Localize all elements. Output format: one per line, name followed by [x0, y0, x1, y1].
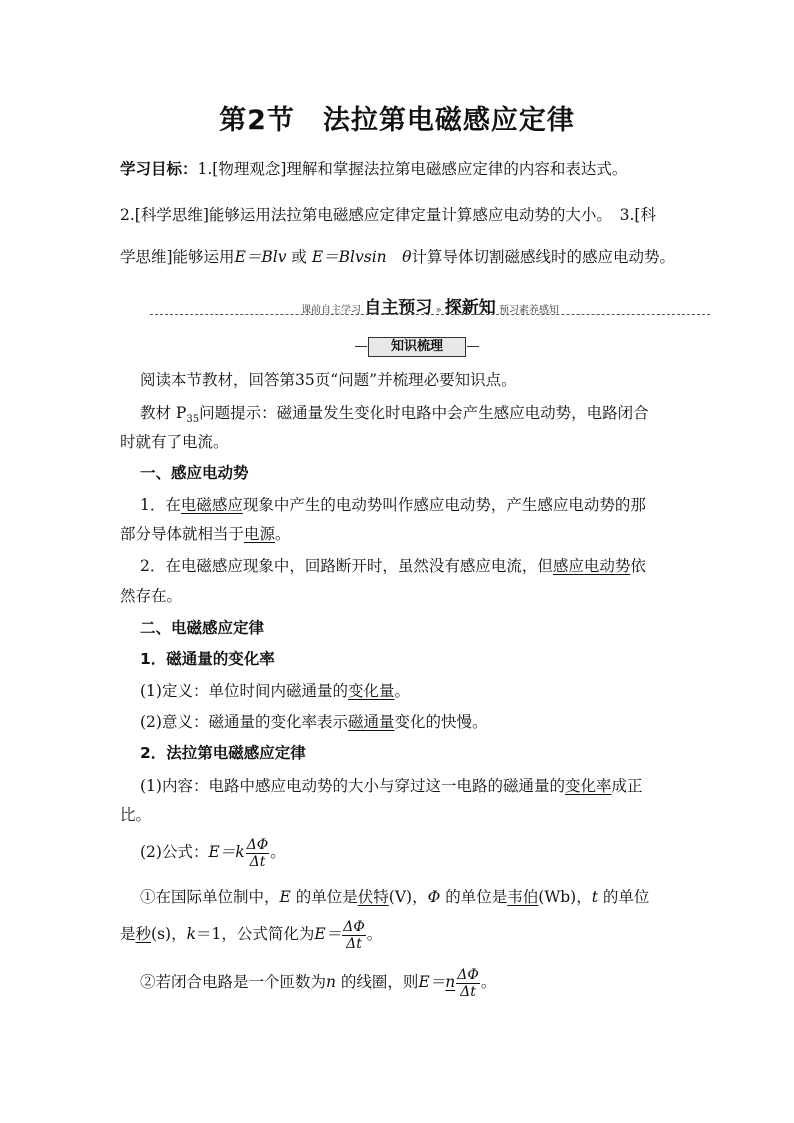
section-2-heading: 二、电磁感应定律	[140, 619, 265, 637]
text-fragment: 部分导体就相当于	[120, 525, 245, 543]
subsection-law: 2．法拉第电磁感应定律	[140, 744, 306, 762]
intro-text	[120, 364, 680, 397]
subsection-rate: 1．磁通量的变化率	[140, 650, 275, 668]
text-fragment: 是	[120, 925, 136, 943]
text-fragment: Δt	[346, 935, 362, 952]
sec1-p2-line2: 然存在。	[120, 587, 183, 605]
page-title: 第2节 法拉第电磁感应定律	[219, 105, 575, 136]
text-fragment: (V)，	[388, 888, 428, 906]
text-fragment: ΔΦ	[457, 966, 479, 983]
text-fragment: 。	[480, 973, 497, 991]
note-2-line	[120, 966, 680, 1000]
text-fragment: E＝	[314, 925, 342, 943]
text-fragment: 感应电动势	[552, 557, 631, 575]
knowledge-badge: 知识梳理	[368, 337, 466, 357]
text-fragment: 问题提示：磁通量发生变化时电路中会产生感应电动势，电路闭合	[199, 404, 649, 422]
text-fragment: 的线圈，则	[336, 973, 419, 991]
text-fragment: (2)意义：磁通量的变化率表示	[140, 713, 348, 731]
text-fragment: n	[326, 973, 336, 991]
goals-line-1	[120, 153, 680, 186]
text-fragment: (1)内容：电路中感应电动势的大小与穿过这一电路的磁通量的	[140, 777, 565, 795]
arrow-icon: »	[435, 305, 442, 316]
text-fragment: ΔΦ	[246, 836, 269, 853]
text-fragment: 。	[270, 843, 286, 861]
text-fragment: 学思维]能够运用	[120, 248, 235, 266]
text-fragment: Φ	[427, 888, 441, 906]
text-fragment: 伏特	[357, 888, 389, 906]
text-fragment: 变化率	[564, 777, 612, 795]
text-fragment: Δt	[249, 853, 266, 870]
text-fragment: (Wb)，	[538, 888, 592, 906]
meaning-line	[120, 706, 680, 739]
text-fragment: Δt	[460, 983, 476, 1000]
text-fragment: 依	[630, 557, 646, 575]
text-fragment: 磁通量	[347, 713, 395, 731]
text-fragment: 。	[366, 925, 383, 943]
text-fragment: E＝Blv	[234, 248, 287, 266]
text-fragment: n	[445, 973, 456, 991]
text-fragment: 。	[394, 682, 410, 700]
text-fragment: 35	[186, 414, 200, 426]
text-fragment: E＝	[418, 973, 446, 991]
fraction	[456, 967, 480, 1000]
text-fragment: 阅读本节教材，回答第35页“问题”并梳理必要知识点。	[140, 371, 517, 389]
goals-label: 学习目标：	[120, 160, 198, 178]
text-fragment: 1．在	[140, 496, 181, 514]
fraction	[342, 919, 366, 952]
text-fragment: 计算导体切割磁感线时的感应电动势。	[411, 248, 676, 266]
text-fragment: 教材 P	[140, 404, 187, 422]
text-fragment: 变化的快慢。	[394, 713, 488, 731]
sec1-p2-line1	[120, 550, 680, 583]
text-fragment: k	[186, 925, 196, 943]
goals-line-3	[120, 241, 680, 274]
text-fragment: E	[279, 888, 291, 906]
text-fragment: (s)，	[151, 925, 187, 943]
text-fragment: ①在国际单位制中，	[140, 888, 280, 906]
text-fragment: ΔΦ	[343, 918, 365, 935]
text-fragment: 或	[286, 248, 312, 266]
text-fragment: 的单位是	[440, 888, 508, 906]
formula-line	[120, 836, 680, 870]
divider	[150, 314, 710, 315]
text-fragment: 成正	[611, 777, 643, 795]
text-fragment: E＝Blvsin θ	[311, 248, 412, 266]
text-fragment: (2)公式：	[140, 843, 209, 861]
text-fragment: 2．在电磁感应现象中，回路断开时，虽然没有感应电流，但	[140, 557, 553, 575]
content-line-2: 比。	[120, 806, 152, 824]
text-fragment: ＝1，公式简化为	[196, 925, 315, 943]
section-banner: 课前自主学习 自主预习 » 探新知 预习素养感知	[150, 291, 710, 321]
text-fragment: 韦伯	[507, 888, 539, 906]
sec1-p1-line2	[120, 518, 680, 551]
note-1-line-2	[120, 918, 680, 952]
text-fragment: ②若闭合电路是一个匝数为	[140, 973, 327, 991]
text-fragment: (1)定义：单位时间内磁通量的	[140, 682, 348, 700]
text-fragment: 秒	[135, 925, 152, 943]
hint-line-2: 时就有了电流。	[120, 433, 229, 451]
text-fragment: 电源	[244, 525, 276, 543]
fraction	[246, 837, 270, 870]
text-fragment: 电磁感应	[180, 496, 243, 514]
note-1-line-1	[120, 881, 680, 914]
text-fragment: 。	[275, 525, 291, 543]
text-fragment: 变化量	[347, 682, 395, 700]
text-fragment: 的单位	[597, 888, 650, 906]
text-fragment: 的单位是	[290, 888, 358, 906]
text-fragment: E＝k	[208, 843, 245, 861]
text-fragment: 1.[物理观念]理解和掌握法拉第电磁感应定律的内容和表达式。	[197, 160, 628, 178]
goals-line-2: 2.[科学思维]能够运用法拉第电磁感应定律定量计算感应电动势的大小。 3.[科	[120, 206, 656, 224]
text-fragment: t	[591, 888, 598, 906]
text-fragment: 现象中产生的电动势叫作感应电动势，产生感应电动势的那	[242, 496, 646, 514]
section-1-heading: 一、感应电动势	[140, 464, 249, 482]
def-line	[120, 675, 680, 708]
